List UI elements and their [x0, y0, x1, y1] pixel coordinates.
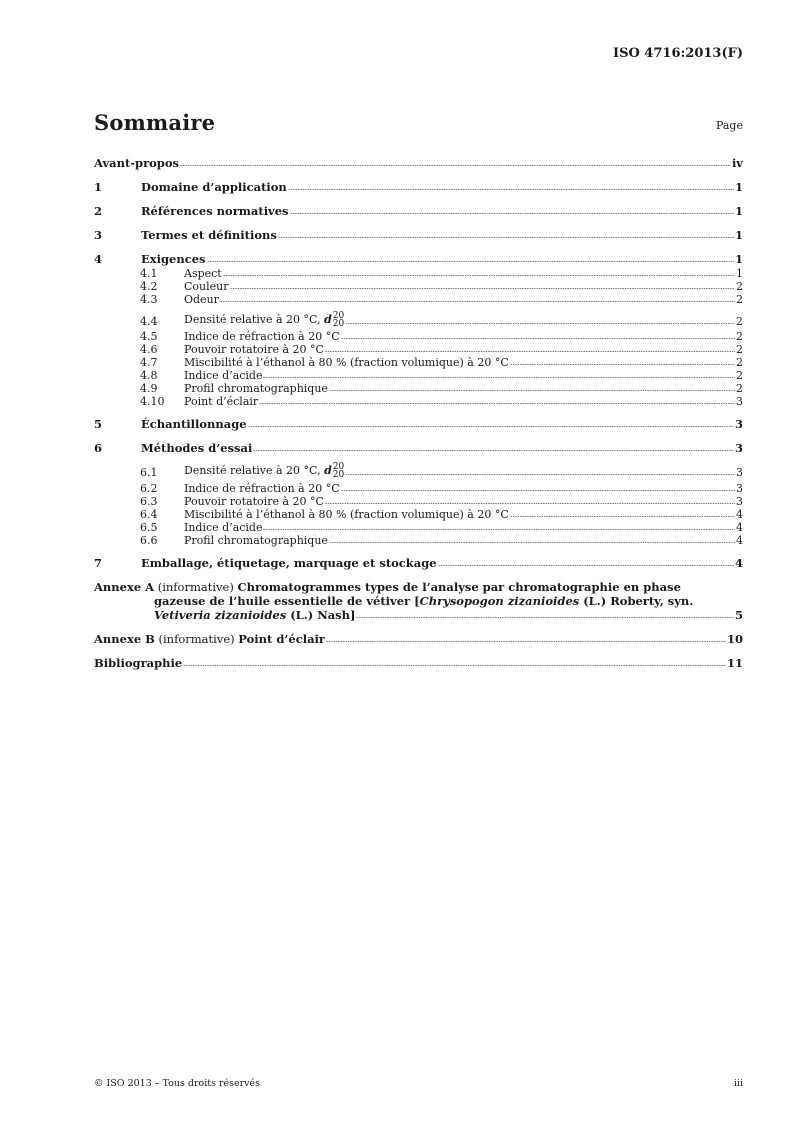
toc-entry-annex-b[interactable]	[94, 632, 743, 646]
dot-leader	[259, 402, 735, 405]
toc-number: 7	[94, 556, 103, 570]
toc-page: iv	[731, 156, 743, 170]
toc-entry-bibliographie[interactable]	[94, 656, 743, 670]
annex-title-part: gazeuse de l’huile essentielle de vétiver [	[154, 594, 420, 608]
toc-page: 4	[736, 534, 743, 547]
table-of-contents	[94, 156, 743, 670]
toc-number: 4.5	[140, 330, 158, 343]
toc-entry-4-10[interactable]	[94, 395, 743, 408]
toc-page: 3	[734, 417, 743, 431]
toc-page: 3	[736, 395, 743, 408]
species-name: Vetiveria zizanioides	[154, 608, 287, 622]
toc-entry-2[interactable]	[94, 204, 743, 218]
toc-page: 2	[736, 293, 743, 306]
toc-label: Références normatives	[141, 204, 289, 218]
dot-leader	[180, 164, 731, 167]
toc-page: 1	[736, 267, 743, 280]
toc-entry-1[interactable]	[94, 180, 743, 194]
dot-leader	[207, 260, 734, 263]
toc-number: 4.3	[140, 293, 158, 306]
toc-page: 1	[734, 252, 743, 266]
dot-leader	[510, 515, 735, 518]
toc-entry-5[interactable]	[94, 417, 743, 431]
toc-entry-4-6[interactable]	[94, 343, 743, 356]
toc-page: 5	[734, 608, 743, 622]
toc-number: 6.1	[140, 466, 158, 479]
dot-leader	[248, 425, 734, 428]
toc-number: 4.2	[140, 280, 158, 293]
toc-label: Méthodes d’essai	[141, 441, 253, 455]
toc-page: 3	[734, 441, 743, 455]
species-name: Chrysopogon zizanioides	[419, 594, 580, 608]
toc-label: Indice de réfraction à 20 °C	[184, 330, 340, 343]
toc-page: 1	[734, 204, 743, 218]
toc-page: 3	[736, 466, 743, 479]
toc-number: 6.5	[140, 521, 158, 534]
toc-label: Pouvoir rotatoire à 20 °C	[184, 343, 324, 356]
toc-page: 1	[734, 180, 743, 194]
annex-prefix: Annexe A	[94, 580, 155, 594]
annex-type: (informative)	[154, 580, 238, 594]
toc-number: 4.8	[140, 369, 158, 382]
toc-label: Point d’éclair	[184, 395, 259, 408]
toc-label: Pouvoir rotatoire à 20 °C	[184, 495, 324, 508]
dot-leader	[510, 363, 735, 366]
dot-leader	[288, 188, 734, 191]
toc-entry-6-3[interactable]	[94, 495, 743, 508]
toc-page: 2	[736, 330, 743, 343]
toc-number: 6.4	[140, 508, 158, 521]
toc-page: 2	[736, 343, 743, 356]
dot-leader	[230, 287, 736, 290]
toc-entry-annex-a[interactable]	[94, 580, 743, 622]
toc-entry-4[interactable]	[94, 252, 743, 266]
toc-number: 4.9	[140, 382, 158, 395]
toc-number: 5	[94, 417, 103, 431]
toc-label: Avant-propos	[94, 156, 179, 170]
dot-leader	[329, 389, 735, 392]
toc-entry-6-2[interactable]	[94, 482, 743, 495]
toc-page: 10	[726, 632, 743, 646]
toc-label: Couleur	[184, 280, 229, 293]
annex-prefix: Annexe B	[94, 632, 155, 646]
math-superscript: 20	[332, 311, 345, 321]
toc-label: Échantillonnage	[141, 417, 247, 431]
toc-number: 2	[94, 204, 103, 218]
math-indices	[333, 312, 344, 328]
annex-title-part: (L.) Roberty, syn.	[579, 594, 694, 608]
toc-label: Emballage, étiquetage, marquage et stockage	[141, 556, 437, 570]
dot-leader	[223, 274, 735, 277]
toc-entry-3[interactable]	[94, 228, 743, 242]
annex-title-line-1: Chromatogrammes types de l’analyse par chromatographie en phase	[237, 580, 681, 594]
toc-entry-6-6[interactable]	[94, 534, 743, 547]
toc-entry-4-2[interactable]	[94, 280, 743, 293]
dot-leader	[438, 564, 734, 567]
toc-number: 4.4	[140, 315, 158, 328]
toc-label: Indice de réfraction à 20 °C	[184, 482, 340, 495]
toc-page: 3	[736, 482, 743, 495]
toc-label: Profil chromatographique	[184, 534, 328, 547]
toc-label: Indice d’acide	[184, 521, 263, 534]
dot-leader	[326, 640, 726, 643]
toc-label	[184, 312, 344, 328]
toc-number: 4.1	[140, 267, 158, 280]
dot-leader	[263, 376, 735, 379]
toc-page: 1	[734, 228, 743, 242]
footer-copyright: © ISO 2013 – Tous droits réservés	[94, 1078, 261, 1089]
toc-entry-4-4[interactable]	[94, 306, 743, 328]
toc-page: 2	[736, 315, 743, 328]
toc-number: 4.6	[140, 343, 158, 356]
footer-page-number: iii	[733, 1078, 743, 1089]
toc-label: Bibliographie	[94, 656, 183, 670]
toc-number: 6	[94, 441, 103, 455]
dot-leader	[356, 616, 734, 619]
dot-leader	[290, 212, 734, 215]
dot-leader	[220, 300, 735, 303]
toc-label: Odeur	[184, 293, 219, 306]
toc-label	[94, 632, 325, 646]
dot-leader	[341, 489, 735, 492]
toc-number: 6.3	[140, 495, 158, 508]
toc-page: 4	[736, 521, 743, 534]
page-column-label: Page	[715, 119, 743, 132]
dot-leader	[325, 502, 735, 505]
math-subscript: 20	[332, 470, 345, 480]
toc-number: 6.2	[140, 482, 158, 495]
dot-leader	[263, 528, 735, 531]
dot-leader	[341, 337, 735, 340]
annex-title: Point d’éclair	[238, 632, 325, 646]
dot-leader	[183, 664, 726, 667]
toc-number: 3	[94, 228, 103, 242]
math-subscript: 20	[332, 319, 345, 329]
math-symbol-d: d	[324, 313, 332, 326]
dot-leader	[278, 236, 734, 239]
toc-page: 11	[726, 656, 743, 670]
toc-page: 4	[734, 556, 743, 570]
toc-entry-6-5[interactable]	[94, 521, 743, 534]
toc-label: Exigences	[141, 252, 206, 266]
toc-entry-4-9[interactable]	[94, 382, 743, 395]
toc-label: Indice d’acide	[184, 369, 263, 382]
toc-label-text: Densité relative à 20 °C,	[184, 313, 325, 326]
toc-entry-6[interactable]	[94, 441, 743, 455]
dot-leader	[345, 322, 735, 325]
toc-entry-4-7[interactable]	[94, 356, 743, 369]
annex-title-part: (L.) Nash]	[286, 608, 356, 622]
toc-number: 6.6	[140, 534, 158, 547]
toc-label: Domaine d’application	[141, 180, 287, 194]
toc-number: 4.7	[140, 356, 158, 369]
page-title: Sommaire	[94, 110, 216, 135]
toc-page: 2	[736, 382, 743, 395]
dot-leader	[329, 541, 735, 544]
math-superscript: 20	[332, 462, 345, 472]
dot-leader	[325, 350, 735, 353]
annex-a-line-3	[94, 608, 743, 622]
toc-entry-7[interactable]	[94, 556, 743, 570]
dot-leader	[253, 449, 734, 452]
toc-page: 2	[736, 369, 743, 382]
toc-entry-4-1[interactable]	[94, 267, 743, 280]
toc-page: 3	[736, 495, 743, 508]
toc-label	[184, 463, 344, 479]
toc-entry-6-4[interactable]	[94, 508, 743, 521]
toc-label: Termes et définitions	[141, 228, 277, 242]
toc-label: Aspect	[184, 267, 222, 280]
toc-page: 4	[736, 508, 743, 521]
annex-title-line-3	[154, 608, 355, 622]
toc-number: 1	[94, 180, 103, 194]
dot-leader	[345, 473, 735, 476]
toc-entry-4-5[interactable]	[94, 330, 743, 343]
annex-a-line-2	[94, 594, 743, 608]
document-code: ISO 4716:2013(F)	[612, 46, 743, 61]
toc-page: 2	[736, 280, 743, 293]
toc-number: 4.10	[140, 395, 165, 408]
annex-a-line-1	[94, 580, 743, 594]
toc-label: Miscibilité à l’éthanol à 80 % (fraction volumique) à 20 °C	[184, 356, 509, 369]
toc-entry-6-1[interactable]	[94, 455, 743, 479]
toc-label: Profil chromatographique	[184, 382, 328, 395]
math-indices	[333, 463, 344, 479]
toc-entry-4-3[interactable]	[94, 293, 743, 306]
annex-type: (informative)	[154, 632, 239, 646]
math-symbol-d: d	[324, 464, 332, 477]
toc-number: 4	[94, 252, 103, 266]
toc-label-text: Densité relative à 20 °C,	[184, 464, 325, 477]
toc-entry-4-8[interactable]	[94, 369, 743, 382]
toc-entry-avant-propos[interactable]	[94, 156, 743, 170]
toc-label: Miscibilité à l’éthanol à 80 % (fraction volumique) à 20 °C	[184, 508, 509, 521]
toc-page: 2	[736, 356, 743, 369]
